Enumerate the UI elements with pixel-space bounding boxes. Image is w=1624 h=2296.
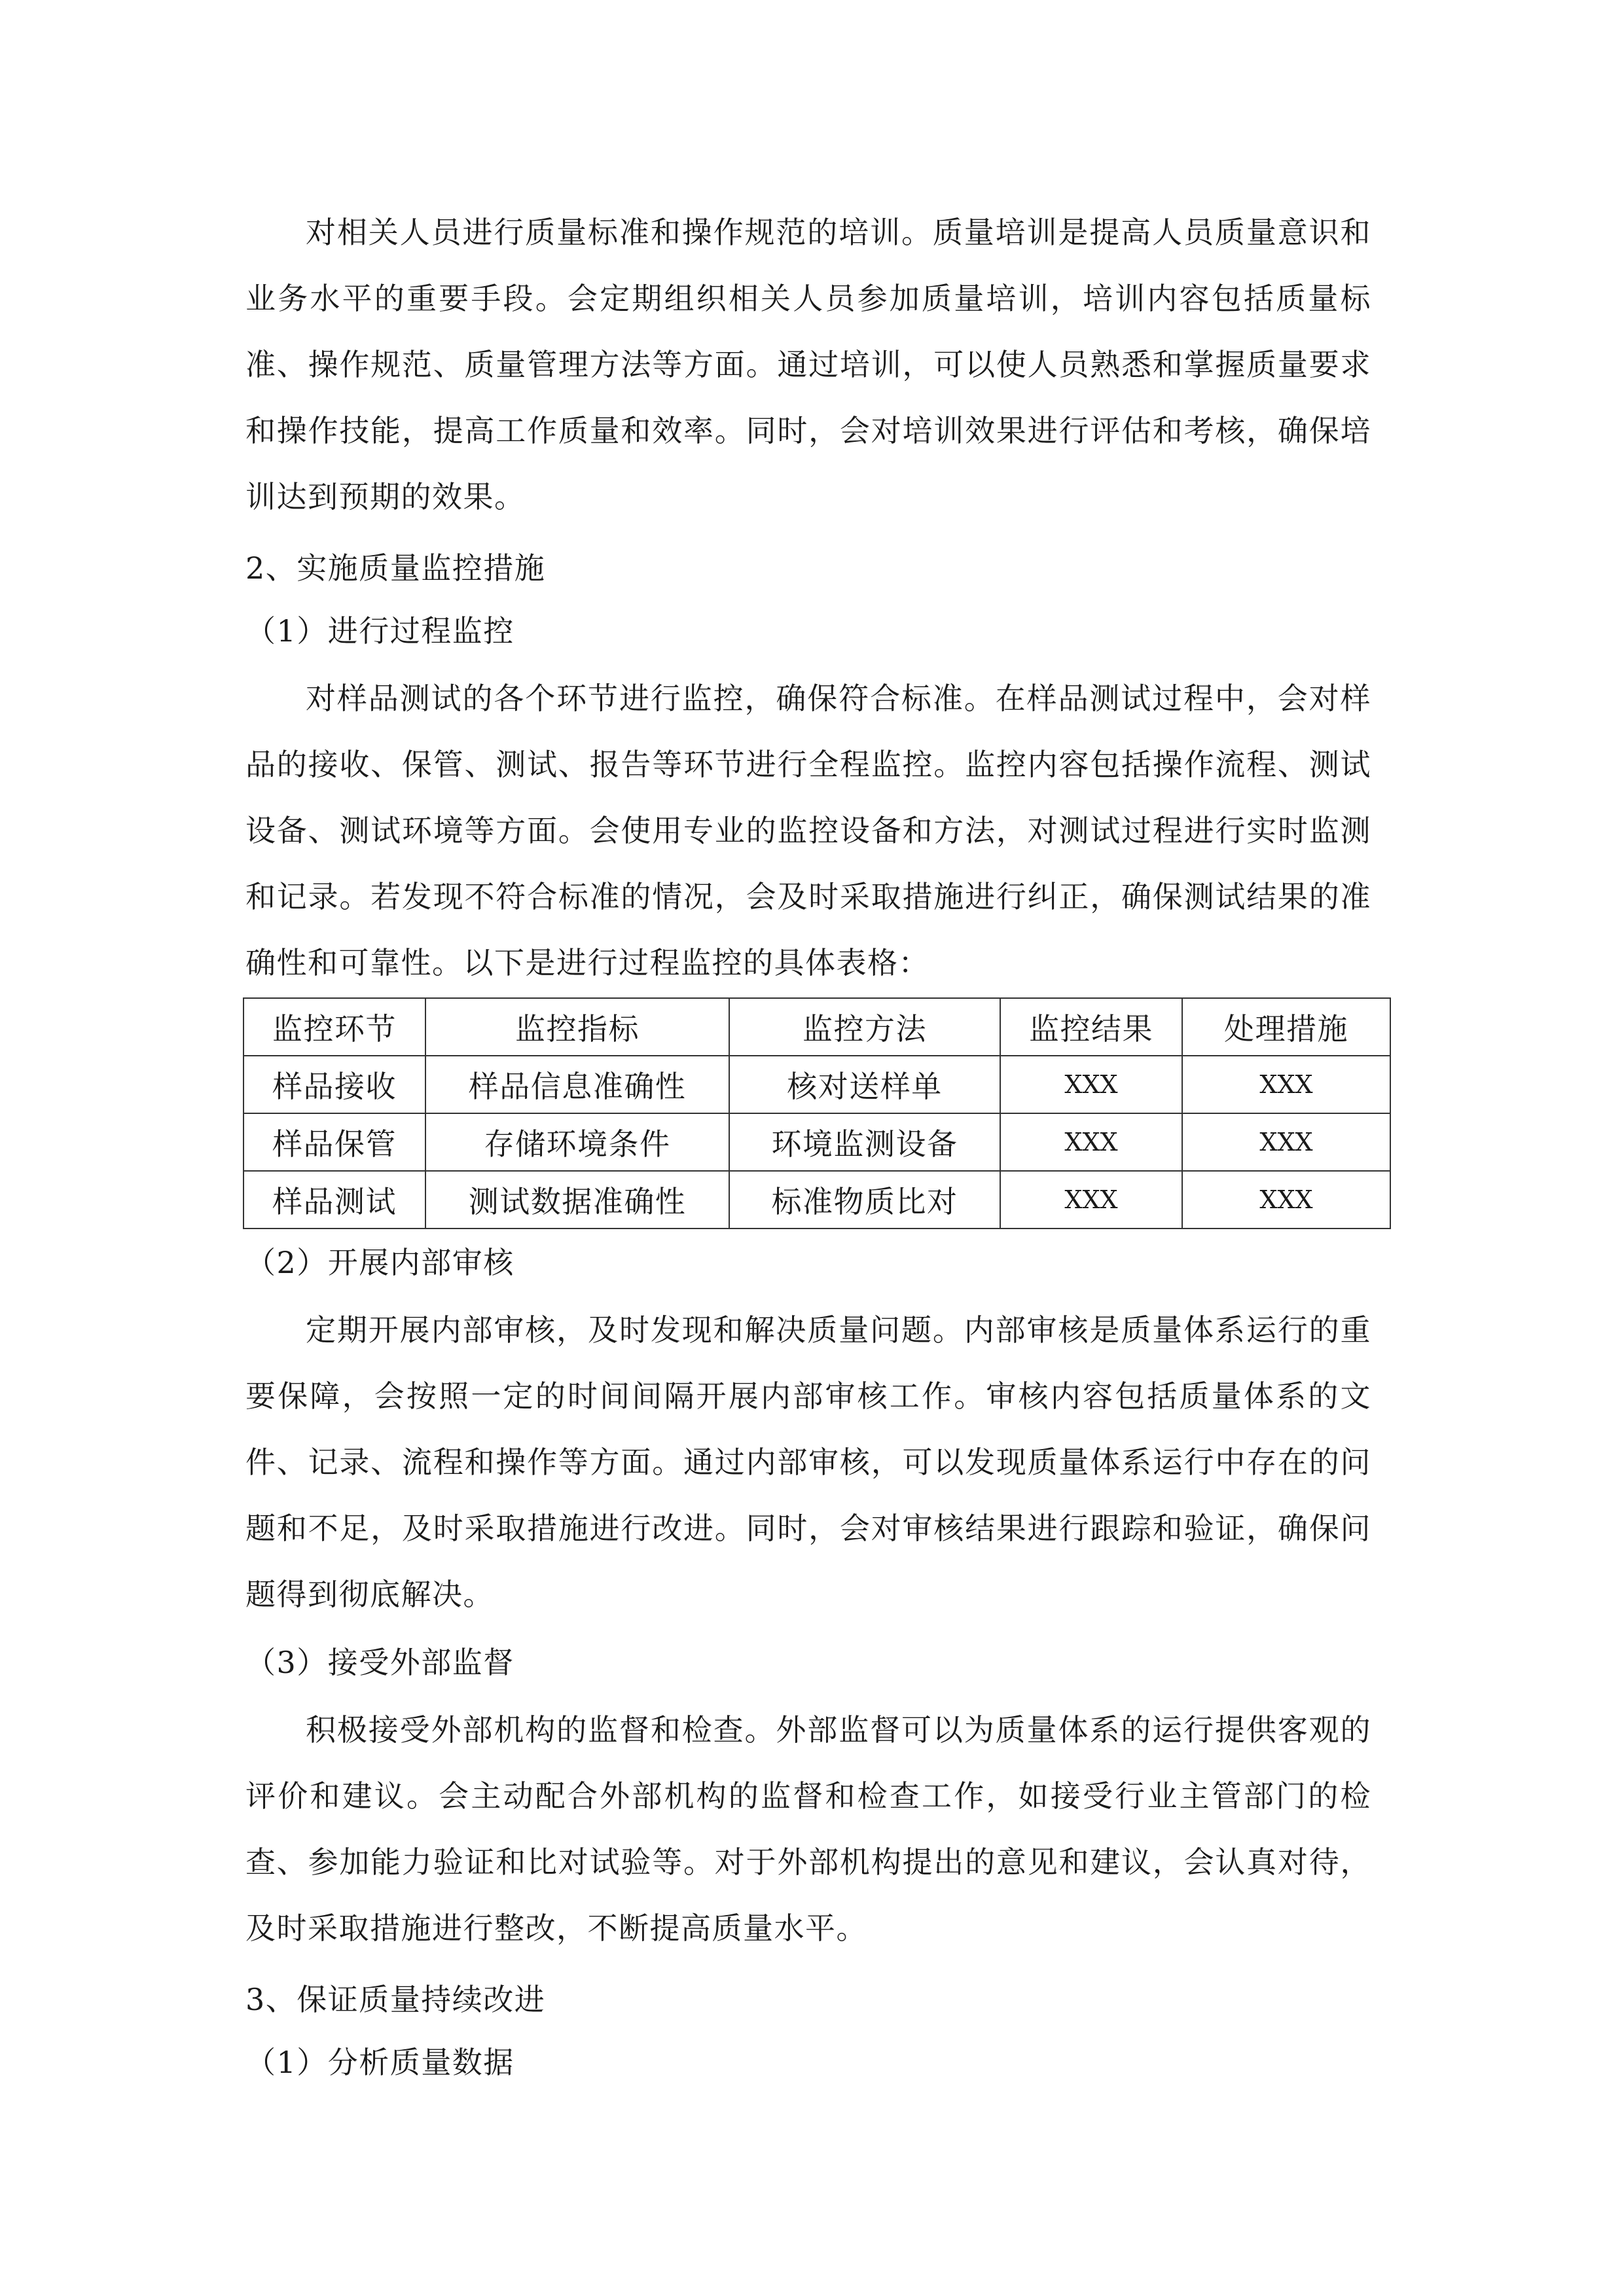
subsection-heading-external-supervision: （3）接受外部监督 bbox=[245, 1645, 514, 1680]
subsection-heading-analyze-quality-data: （1）分析质量数据 bbox=[245, 2045, 514, 2080]
subsection-heading-process-monitoring: （1）进行过程监控 bbox=[245, 613, 514, 649]
document-body bbox=[245, 200, 1371, 2092]
table-cell: 标准物质比对 bbox=[729, 1171, 1000, 1229]
table-cell: 样品信息准确性 bbox=[425, 1056, 729, 1113]
table-cell: XXX bbox=[1182, 1113, 1390, 1171]
table-row bbox=[244, 1113, 1390, 1171]
section-heading-continuous-improvement: 3、保证质量持续改进 bbox=[245, 1982, 546, 2017]
subsection-heading-internal-audit: （2）开展内部审核 bbox=[245, 1245, 514, 1280]
paragraph-training: 对相关人员进行质量标准和操作规范的培训。质量培训是提高人员质量意识和业务水平的重要手段。会定期组织相关人员参加质量培训，培训内容包括质量标准、操作规范、质量管理方法等方面。通过培训，可以使人员熟悉和掌握质量要求和操作技能，提高工作质量和效率。同时，会对培训效果进行评估和考核，确保培训达到预期的效果。 bbox=[245, 215, 1371, 514]
table-cell: 测试数据准确性 bbox=[425, 1171, 729, 1229]
table-row bbox=[244, 1171, 1390, 1229]
process-monitoring-table bbox=[243, 997, 1391, 1229]
table-cell: XXX bbox=[1000, 1113, 1182, 1171]
section-heading-quality-monitoring: 2、实施质量监控措施 bbox=[245, 550, 546, 586]
table-cell: XXX bbox=[1000, 1056, 1182, 1113]
table-cell: XXX bbox=[1000, 1171, 1182, 1229]
table-header-cell: 监控指标 bbox=[425, 998, 729, 1056]
table-header-cell: 监控环节 bbox=[244, 998, 425, 1056]
table-cell: 样品测试 bbox=[244, 1171, 425, 1229]
table-cell: XXX bbox=[1182, 1171, 1390, 1229]
table-cell: 环境监测设备 bbox=[729, 1113, 1000, 1171]
paragraph-process-monitoring: 对样品测试的各个环节进行监控，确保符合标准。在样品测试过程中，会对样品的接收、保管、测试、报告等环节进行全程监控。监控内容包括操作流程、测试设备、测试环境等方面。会使用专业的监控设备和方法，对测试过程进行实时监测和记录。若发现不符合标准的情况，会及时采取措施进行纠正，确保测试结果的准确性和可靠性。以下是进行过程监控的具体表格： bbox=[245, 681, 1371, 980]
table-cell: 样品接收 bbox=[244, 1056, 425, 1113]
table-cell: 核对送样单 bbox=[729, 1056, 1000, 1113]
table-header-row bbox=[244, 998, 1390, 1056]
paragraph-internal-audit: 定期开展内部审核，及时发现和解决质量问题。内部审核是质量体系运行的重要保障，会按照一定的时间间隔开展内部审核工作。审核内容包括质量体系的文件、记录、流程和操作等方面。通过内部审核，可以发现质量体系运行中存在的问题和不足，及时采取措施进行改进。同时，会对审核结果进行跟踪和验证，确保问题得到彻底解决。 bbox=[245, 1312, 1371, 1612]
table-header-cell: 监控方法 bbox=[729, 998, 1000, 1056]
table-cell: XXX bbox=[1182, 1056, 1390, 1113]
table-cell: 样品保管 bbox=[244, 1113, 425, 1171]
table-header-cell: 监控结果 bbox=[1000, 998, 1182, 1056]
paragraph-external-supervision: 积极接受外部机构的监督和检查。外部监督可以为质量体系的运行提供客观的评价和建议。会主动配合外部机构的监督和检查工作，如接受行业主管部门的检查、参加能力验证和比对试验等。对于外部机构提出的意见和建议，会认真对待，及时采取措施进行整改，不断提高质量水平。 bbox=[245, 1712, 1371, 1946]
table-header-cell: 处理措施 bbox=[1182, 998, 1390, 1056]
table-cell: 存储环境条件 bbox=[425, 1113, 729, 1171]
table-row bbox=[244, 1056, 1390, 1113]
